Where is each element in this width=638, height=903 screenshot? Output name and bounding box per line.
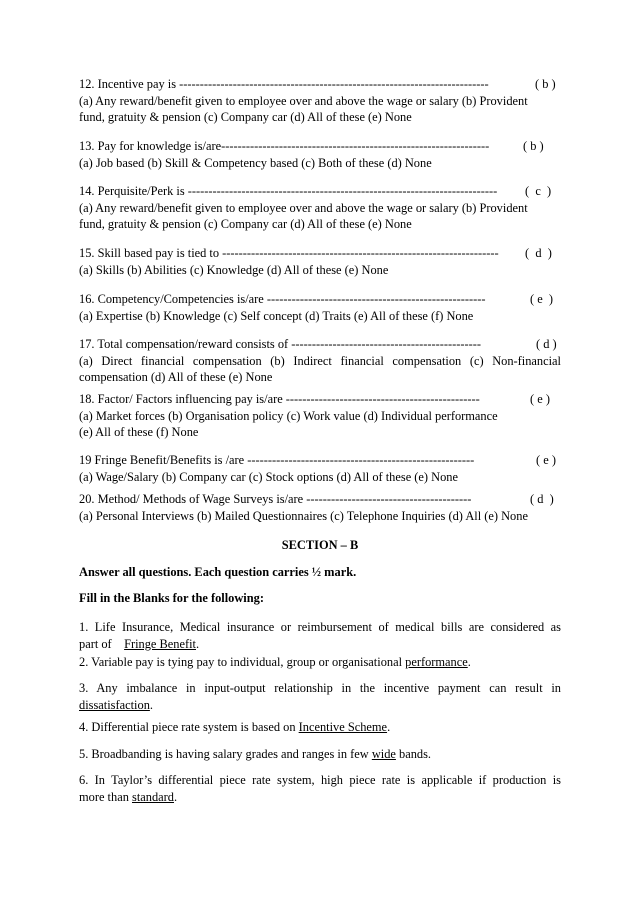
fill-blank-answer: wide bbox=[371, 747, 396, 761]
question-stem-row bbox=[79, 138, 561, 155]
question-stem: 20. Method/ Methods of Wage Surveys is/are ---------------------------------------- bbox=[79, 492, 472, 506]
question-18 bbox=[79, 391, 561, 441]
question-stem: 14. Perquisite/Perk is --------------------------------------------------------------------------- bbox=[79, 184, 498, 198]
question-options: compensation (d) All of these (e) None bbox=[79, 370, 273, 384]
question-options: (a) Market forces (b) Organisation policy (c) Work value (d) Individual performance bbox=[79, 408, 498, 423]
question-stem: 13. Pay for knowledge is/are----------------------------------------------------------------- bbox=[79, 139, 490, 153]
fill-blank-text: . bbox=[196, 636, 200, 651]
question-options: (e) All of these (f) None bbox=[79, 425, 199, 439]
fill-blank-2 bbox=[79, 654, 561, 671]
question-stem: 16. Competency/Competencies is/are ----------------------------------------------------- bbox=[79, 292, 486, 306]
fill-blank-text: 1. Life Insurance, Medical insurance or reimbursement of medical bills are considered as bbox=[79, 620, 561, 634]
fill-blank-text: part of bbox=[79, 636, 125, 651]
question-stem-row bbox=[79, 245, 561, 262]
question-options: fund, gratuity & pension (c) Company car (d) All of these (e) None bbox=[79, 217, 412, 231]
question-options: (a) Job based (b) Skill & Competency based (c) Both of these (d) None bbox=[79, 155, 432, 170]
question-options: (a) Any reward/benefit given to employee over and above the wage or salary (b) Provident bbox=[79, 200, 528, 215]
question-stem: 18. Factor/ Factors influencing pay is/are ----------------------------------------------- bbox=[79, 392, 480, 406]
question-options: (a) Any reward/benefit given to employee over and above the wage or salary (b) Provident bbox=[79, 93, 528, 108]
question-17 bbox=[79, 336, 561, 386]
question-stem: 17. Total compensation/reward consists of ---------------------------------------------- bbox=[79, 337, 482, 351]
question-19 bbox=[79, 452, 561, 485]
fill-blank-text: 5. Broadbanding is having salary grades and ranges in few bbox=[79, 747, 372, 761]
fill-blank-line bbox=[79, 654, 561, 671]
fill-blank-text: . bbox=[173, 789, 178, 804]
answer-key: ( d ) bbox=[536, 337, 557, 351]
question-options: (a) Direct financial compensation (b) Indirect financial compensation (c) Non-financial bbox=[79, 353, 561, 368]
fill-blank-answer: dissatisfaction bbox=[79, 697, 150, 712]
fill-blank-answer: performance bbox=[405, 655, 468, 669]
fill-blank-text: 4. Differential piece rate system is based on bbox=[79, 720, 299, 734]
fill-blank-text: . bbox=[467, 655, 471, 669]
question-16 bbox=[79, 291, 561, 324]
fill-blank-line bbox=[79, 789, 561, 806]
fill-blank-answer: Fringe Benefit bbox=[124, 636, 196, 651]
section-b-title: SECTION – B bbox=[281, 538, 359, 552]
question-15 bbox=[79, 245, 561, 278]
fill-blank-4 bbox=[79, 719, 561, 736]
answer-key: ( e ) bbox=[536, 453, 556, 467]
answer-key: ( d ) bbox=[530, 492, 554, 506]
fill-blank-text: . bbox=[149, 697, 153, 712]
fill-blank-6 bbox=[79, 772, 561, 805]
question-stem: 15. Skill based pay is tied to ------------------------------------------------------------------- bbox=[79, 246, 499, 260]
fill-blank-5 bbox=[79, 746, 561, 763]
question-stem-row bbox=[79, 391, 561, 408]
question-20 bbox=[79, 491, 561, 524]
fill-blank-text: more than bbox=[79, 789, 132, 804]
fill-blank-text: 2. Variable pay is tying pay to individual, group or organisational bbox=[79, 655, 406, 669]
fill-blank-line bbox=[79, 697, 561, 714]
section-b-instruction: Answer all questions. Each question carries ½ mark. bbox=[79, 565, 357, 579]
answer-key: ( e ) bbox=[530, 392, 550, 406]
question-stem: 12. Incentive pay is --------------------------------------------------------------------------- bbox=[79, 77, 489, 91]
question-stem-row bbox=[79, 491, 561, 508]
fill-blank-line bbox=[79, 746, 561, 763]
fill-blank-1 bbox=[79, 619, 561, 652]
question-stem-row bbox=[79, 76, 561, 93]
question-stem-row bbox=[79, 291, 561, 308]
answer-key: ( e ) bbox=[530, 292, 554, 306]
fill-blank-text: bands. bbox=[395, 747, 432, 761]
fill-blank-text: 6. In Taylor’s differential piece rate system, high piece rate is applicable if production is bbox=[79, 773, 561, 787]
section-b-subheading: Fill in the Blanks for the following: bbox=[79, 591, 264, 605]
question-options: (a) Expertise (b) Knowledge (c) Self concept (d) Traits (e) All of these (f) None bbox=[79, 308, 474, 323]
answer-key: ( b ) bbox=[523, 139, 544, 153]
question-14 bbox=[79, 183, 561, 233]
question-stem: 19 Fringe Benefit/Benefits is /are ------------------------------------------------------- bbox=[79, 453, 475, 467]
fill-blank-text: 3. Any imbalance in input-output relationship in the incentive payment can result in bbox=[79, 681, 561, 695]
fill-blank-answer: standard bbox=[132, 789, 174, 804]
question-stem-row bbox=[79, 183, 561, 200]
fill-blank-3 bbox=[79, 680, 561, 713]
question-13 bbox=[79, 138, 561, 171]
fill-blank-answer: Incentive Scheme bbox=[298, 720, 388, 734]
question-options: fund, gratuity & pension (c) Company car (d) All of these (e) None bbox=[79, 110, 412, 124]
question-options: (a) Wage/Salary (b) Company car (c) Stock options (d) All of these (e) None bbox=[79, 469, 458, 484]
fill-blank-text: . bbox=[387, 720, 391, 734]
question-options: (a) Personal Interviews (b) Mailed Questionnaires (c) Telephone Inquiries (d) All (e) None bbox=[79, 508, 528, 523]
fill-blank-line bbox=[79, 636, 561, 653]
answer-key: ( b ) bbox=[535, 77, 556, 91]
answer-key: ( d ) bbox=[525, 246, 552, 260]
question-12 bbox=[79, 76, 561, 126]
fill-blank-line bbox=[79, 719, 561, 736]
question-options: (a) Skills (b) Abilities (c) Knowledge (d) All of these (e) None bbox=[79, 262, 389, 277]
answer-key: ( c ) bbox=[525, 184, 552, 198]
question-stem-row bbox=[79, 452, 561, 469]
question-stem-row bbox=[79, 336, 561, 353]
